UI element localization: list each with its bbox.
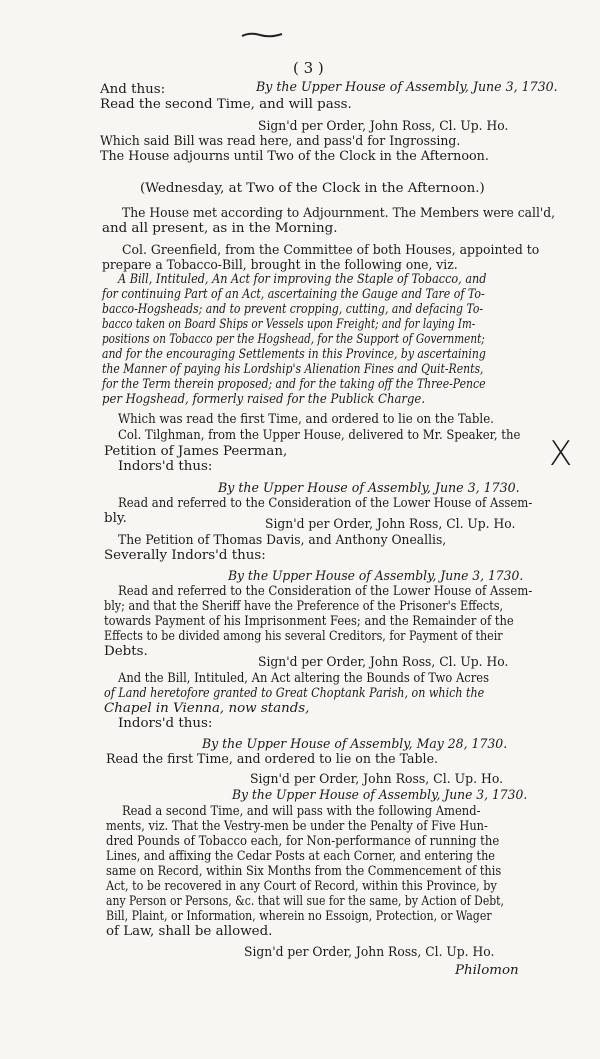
text-line: any Person or Persons, &c. that will sue for the same, by Action of Debt, <box>106 894 504 909</box>
text-line: towards Payment of his Imprisonment Fees; and the Remainder of the <box>104 614 514 629</box>
text-line: The House met according to Adjournment. The Members were call'd, <box>122 206 556 221</box>
text-line: and for the encouraging Settlements in this Province, by ascertaining <box>102 347 486 362</box>
text-line: Chapel in Vienna, now stands, <box>104 701 310 716</box>
text-line: Indors'd thus: <box>118 459 213 474</box>
text-line: of Law, shall be allowed. <box>106 924 273 939</box>
text-line: Which was read the first Time, and ordered to lie on the Table. <box>118 412 494 427</box>
text-line: Which said Bill was read here, and pass'd for Ingrossing. <box>100 134 461 149</box>
text-line: Read and referred to the Consideration of the Lower House of Assem- <box>118 584 533 599</box>
text-line: By the Upper House of Assembly, May 28, 1730. <box>202 737 508 752</box>
text-line: Read the first Time, and ordered to lie on the Table. <box>106 752 439 767</box>
text-line: per Hogshead, formerly raised for the Publick Charge. <box>102 392 426 407</box>
text-line: And thus: <box>100 82 166 97</box>
text-line: positions on Tobacco per the Hogshead, for the Support of Government; <box>102 332 485 347</box>
text-line: bly. <box>104 511 127 526</box>
page-number: ( 3 ) <box>293 59 324 77</box>
text-line: Read a second Time, and will pass with the following Amend- <box>122 804 481 819</box>
catchword: Philomon <box>455 963 519 978</box>
text-line: Petition of James Peerman, <box>104 444 288 459</box>
text-line: for continuing Part of an Act, ascertaining the Gauge and Tare of To- <box>102 287 485 302</box>
text-line: Sign'd per Order, John Ross, Cl. Up. Ho. <box>244 945 495 960</box>
text-line: By the Upper House of Assembly, June 3, 1730. <box>256 80 558 95</box>
text-line: prepare a Tobacco-Bill, brought in the following one, viz. <box>102 258 458 273</box>
text-line: bacco taken on Board Ships or Vessels upon Freight; and for laying Im- <box>102 317 476 332</box>
text-line: the Manner of paying his Lordship's Alienation Fines and Quit-Rents, <box>102 362 484 377</box>
text-line: Lines, and affixing the Cedar Posts at each Corner, and entering the <box>106 849 495 864</box>
ink-smudge <box>240 30 284 40</box>
text-line: By the Upper House of Assembly, June 3, 1730. <box>218 481 520 496</box>
text-line: for the Term therein proposed; and for the taking off the Three-Pence <box>102 377 486 392</box>
text-line: dred Pounds of Tobacco each, for Non-performance of running the <box>106 834 500 849</box>
text-line: bacco-Hogsheads; and to prevent cropping, cutting, and defacing To- <box>102 302 484 317</box>
text-line: Bill, Plaint, or Information, wherein no Essoign, Protection, or Wager <box>106 909 492 924</box>
text-line: Col. Greenfield, from the Committee of both Houses, appointed to <box>122 243 540 258</box>
text-line: of Land heretofore granted to Great Choptank Parish, on which the <box>104 686 485 701</box>
text-line: The Petition of Thomas Davis, and Anthony Oneallis, <box>118 533 447 548</box>
text-line: Col. Tilghman, from the Upper House, delivered to Mr. Speaker, the <box>118 428 521 443</box>
text-line: Sign'd per Order, John Ross, Cl. Up. Ho. <box>258 655 509 670</box>
margin-x-mark: X <box>549 434 573 474</box>
text-line: Effects to be divided among his several Creditors, for Payment of their <box>104 629 503 644</box>
text-line: ments, viz. That the Vestry-men be under the Penalty of Five Hun- <box>106 819 488 834</box>
text-line: The House adjourns until Two of the Clock in the Afternoon. <box>100 149 489 164</box>
text-line: Sign'd per Order, John Ross, Cl. Up. Ho. <box>265 517 516 532</box>
text-line: same on Record, within Six Months from the Commencement of this <box>106 864 502 879</box>
text-line: Read and referred to the Consideration of the Lower House of Assem- <box>118 496 533 511</box>
text-line: Act, to be recovered in any Court of Record, within this Province, by <box>106 879 497 894</box>
section-heading: (Wednesday, at Two of the Clock in the Afternoon.) <box>140 181 485 196</box>
text-line: By the Upper House of Assembly, June 3, 1730. <box>232 788 528 803</box>
text-line: Sign'd per Order, John Ross, Cl. Up. Ho. <box>250 772 504 787</box>
text-line: Indors'd thus: <box>118 716 213 731</box>
text-line: By the Upper House of Assembly, June 3, 1730. <box>228 569 524 584</box>
text-line: bly; and that the Sheriff have the Preference of the Prisoner's Effects, <box>104 599 504 614</box>
text-line: Read the second Time, and will pass. <box>100 97 352 112</box>
text-line: And the Bill, Intituled, An Act altering the Bounds of Two Acres <box>118 671 489 686</box>
text-line: Sign'd per Order, John Ross, Cl. Up. Ho. <box>258 119 509 134</box>
text-line: Debts. <box>104 644 148 659</box>
text-line: Severally Indors'd thus: <box>104 548 266 563</box>
text-line: and all present, as in the Morning. <box>102 221 338 236</box>
text-line: A Bill, Intituled, An Act for improving the Staple of Tobacco, and <box>118 272 487 287</box>
